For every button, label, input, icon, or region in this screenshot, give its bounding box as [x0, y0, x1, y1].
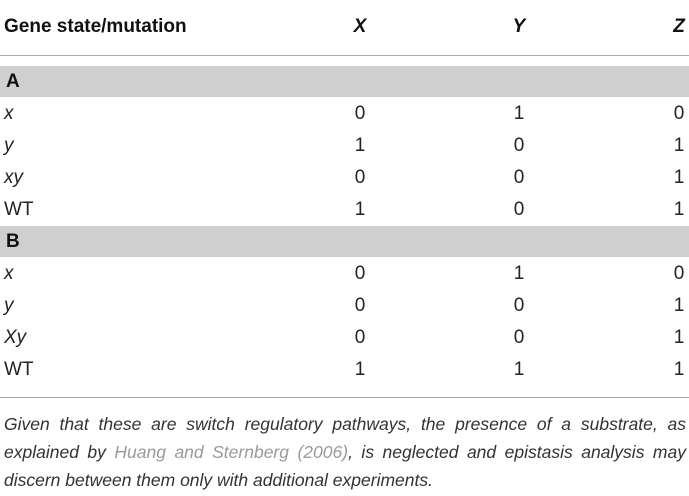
- header-rule: [0, 55, 689, 56]
- row-label: y: [4, 295, 14, 316]
- footnote-citation-link[interactable]: Huang and Sternberg (2006): [114, 442, 349, 462]
- table-footnote: [4, 410, 686, 494]
- table-row: [0, 258, 689, 289]
- row-label: x: [4, 103, 14, 124]
- table-row: [0, 98, 689, 129]
- cell-z: 1: [673, 327, 685, 348]
- cell-z: 0: [673, 103, 685, 124]
- header-gene-state: Gene state/mutation: [4, 16, 187, 37]
- table-row: [0, 290, 689, 321]
- cell-y: 0: [513, 295, 525, 316]
- cell-x: 0: [354, 103, 366, 124]
- cell-y: 1: [513, 263, 525, 284]
- cell-x: 1: [354, 199, 366, 220]
- table-row: [0, 194, 689, 225]
- section-a-title: A: [6, 71, 20, 92]
- row-label: y: [4, 135, 14, 156]
- row-label: Xy: [4, 327, 27, 348]
- cell-y: 0: [513, 135, 525, 156]
- cell-z: 1: [673, 199, 685, 220]
- section-b-title: B: [6, 231, 20, 252]
- cell-y: 0: [513, 167, 525, 188]
- section-a-band: [0, 66, 689, 97]
- row-label: WT: [4, 359, 34, 380]
- footer-rule: [0, 397, 689, 398]
- footnote-text-before: Given that these are switch regulatory pathways, the presence of a substrate, as explained by: [4, 414, 686, 462]
- cell-z: 1: [673, 167, 685, 188]
- cell-x: 0: [354, 263, 366, 284]
- cell-x: 0: [354, 295, 366, 316]
- cell-y: 1: [513, 103, 525, 124]
- footnote-text-after: , is neglected and epistasis analysis may discern between them only with additional experiments.: [4, 442, 686, 490]
- cell-y: 1: [513, 359, 525, 380]
- header-col-x: X: [353, 16, 367, 37]
- cell-z: 1: [673, 135, 685, 156]
- table-row: [0, 162, 689, 193]
- row-label: WT: [4, 199, 34, 220]
- table-row: [0, 322, 689, 353]
- cell-z: 1: [673, 295, 685, 316]
- cell-y: 0: [513, 327, 525, 348]
- row-label: x: [4, 263, 14, 284]
- cell-z: 0: [673, 263, 685, 284]
- table-row: [0, 130, 689, 161]
- cell-z: 1: [673, 359, 685, 380]
- row-label: xy: [4, 167, 23, 188]
- cell-y: 0: [513, 199, 525, 220]
- header-col-y: Y: [512, 16, 526, 37]
- section-b-band: [0, 226, 689, 257]
- table-row: [0, 354, 689, 385]
- cell-x: 0: [354, 327, 366, 348]
- cell-x: 1: [354, 359, 366, 380]
- header-col-z: Z: [673, 16, 685, 37]
- cell-x: 1: [354, 135, 366, 156]
- cell-x: 0: [354, 167, 366, 188]
